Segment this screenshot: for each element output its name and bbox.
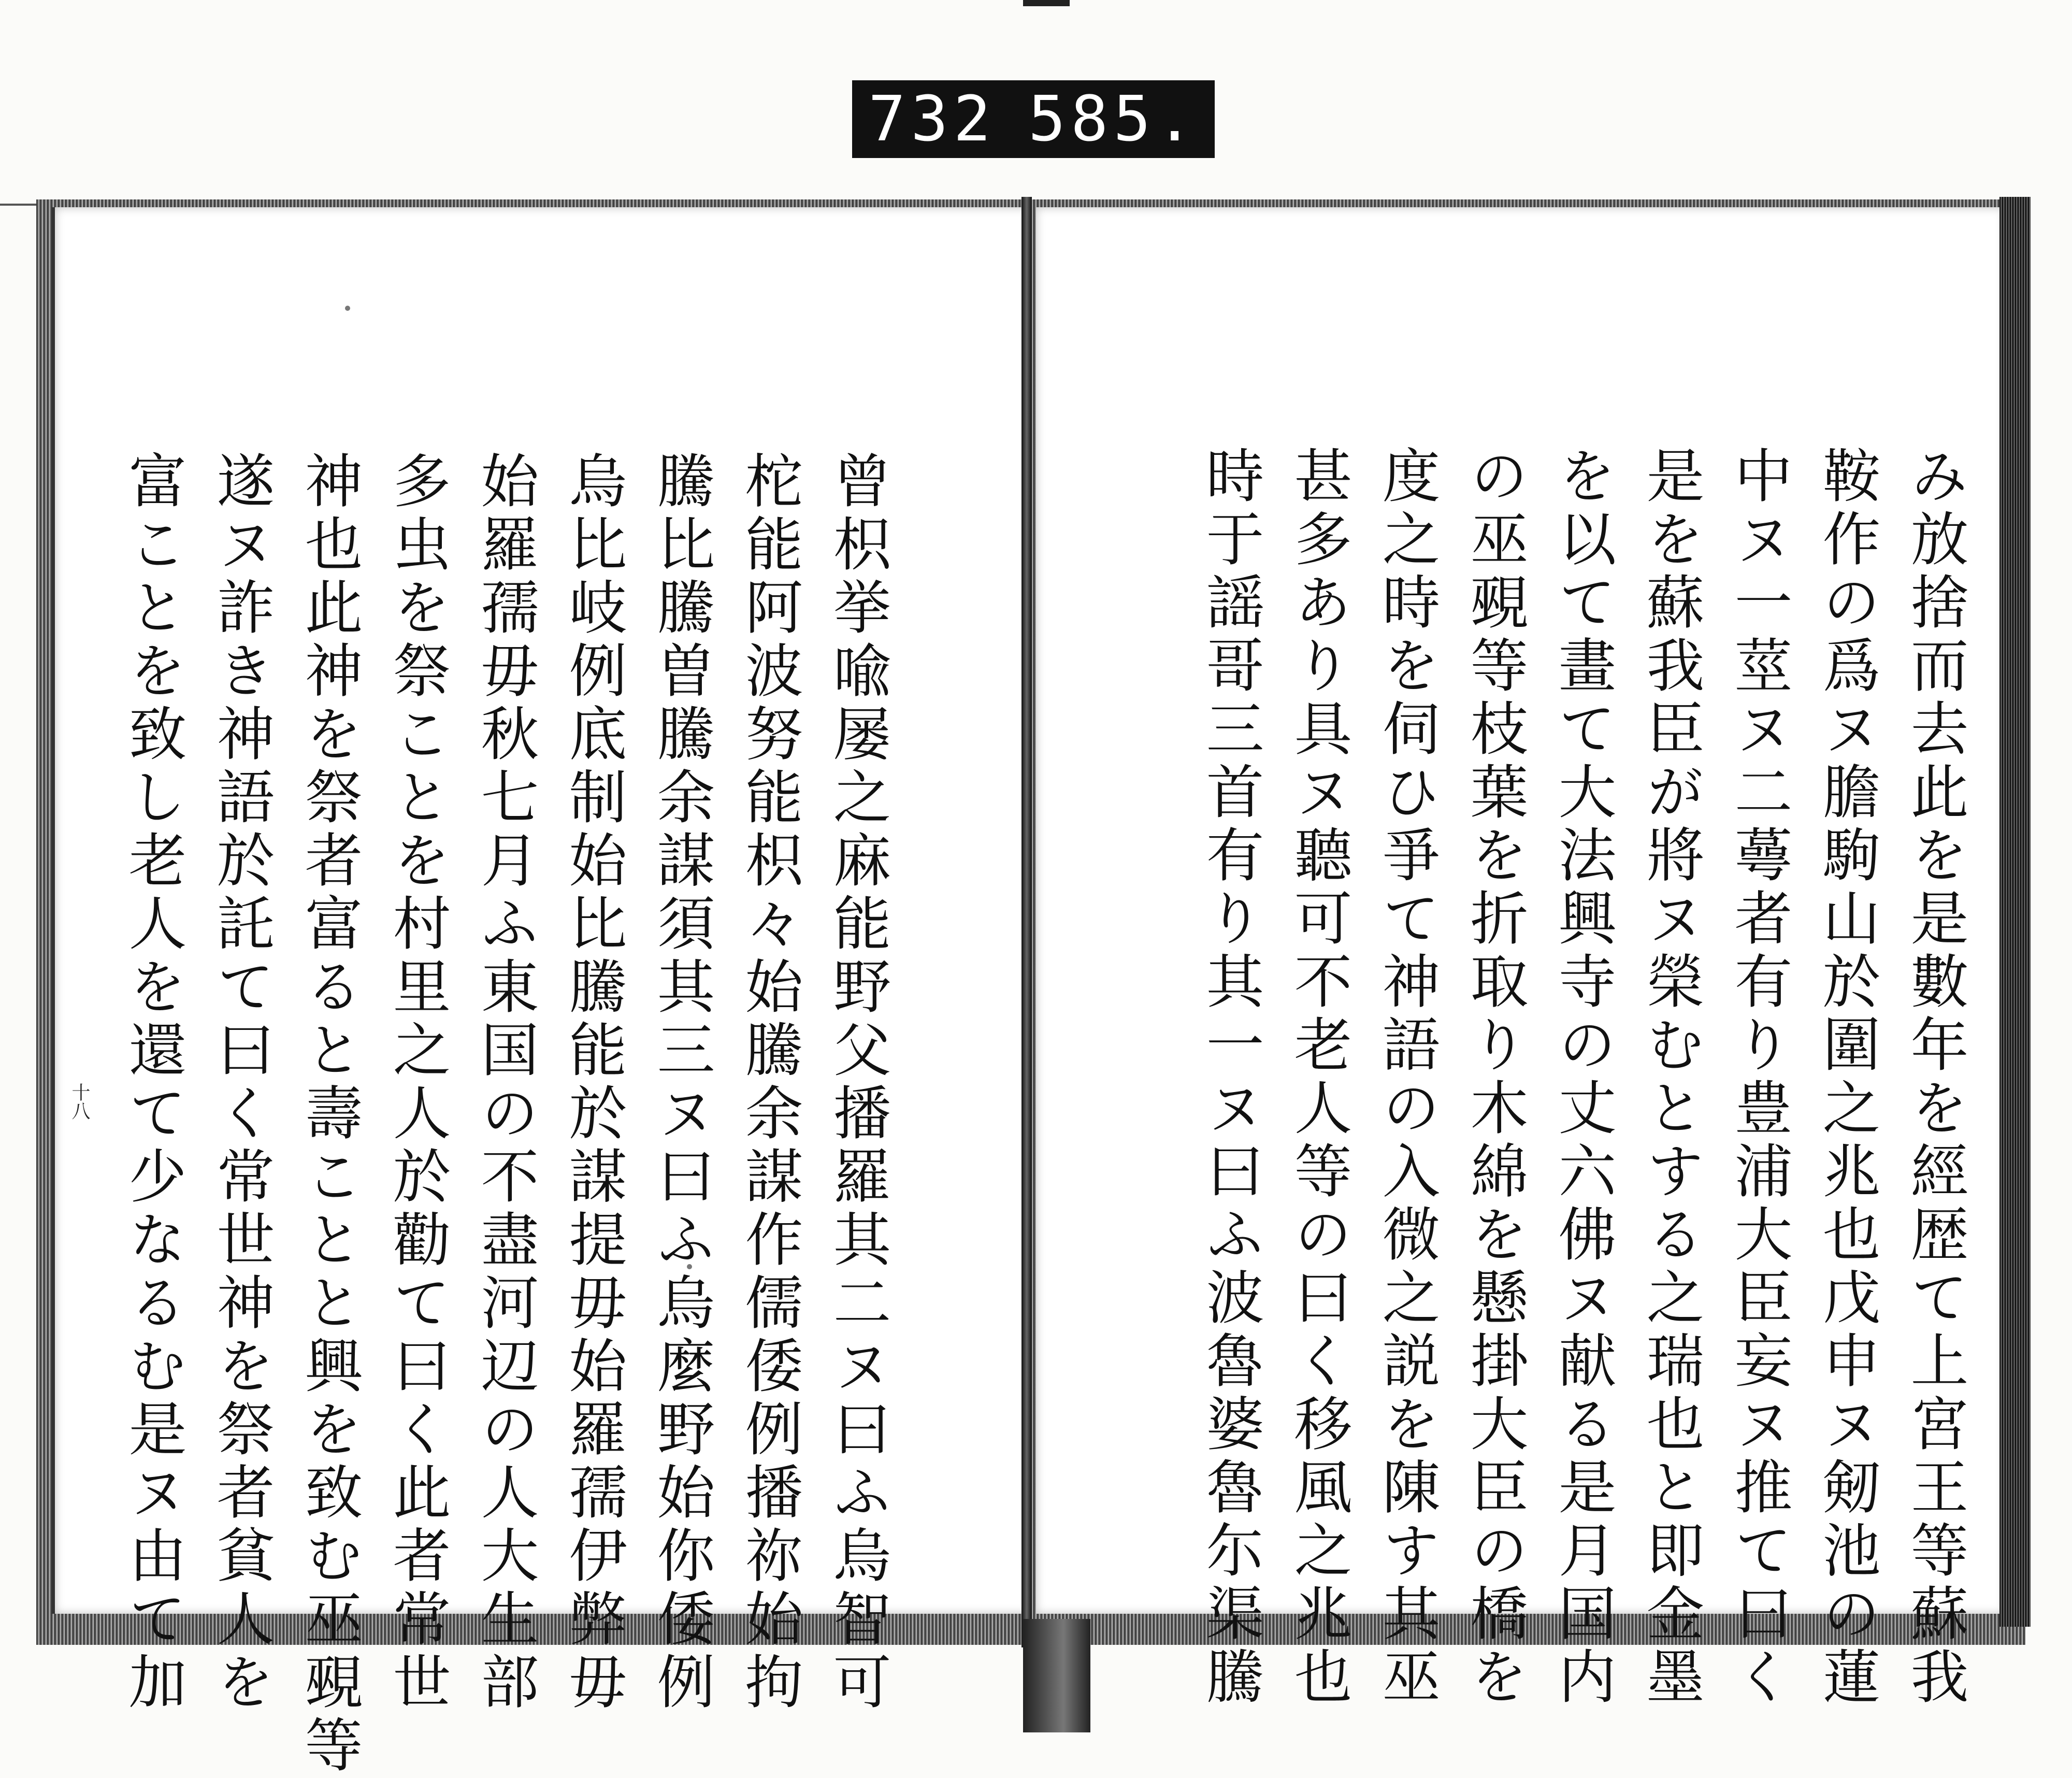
text-line: 中ヌ一莖ヌ二蕚者有り豊浦大臣妄ヌ推て曰く (1725, 446, 1792, 1710)
text-line: 時于謡哥三首有り其一ヌ曰ふ波魯婆魯尓渠騰 (1197, 446, 1264, 1710)
book-spine-foot (1023, 1619, 1090, 1732)
text-line: の巫覡等枝葉を折取り木綿を懸掛大臣の橋を (1461, 446, 1528, 1710)
text-line: 騰比騰曽騰余謀須其三ヌ曰ふ烏麼野始你倭例 (648, 451, 715, 1715)
right-page-text (1160, 446, 1979, 1710)
catalog-label-plate (852, 80, 1215, 158)
text-line: 度之時を伺ひ爭て神語の入微之説を陳す其巫 (1373, 446, 1440, 1710)
text-line: 鞍作の爲ヌ膽駒山於圍之兆也戊申ヌ剱池の蓮 (1813, 446, 1880, 1710)
paper-speck (345, 306, 350, 311)
book-spine (1021, 197, 1032, 1647)
text-line: 甚多あり具ヌ聽可不老人等の曰く移風之兆也 (1285, 446, 1352, 1710)
text-line: 富ことを致し老人を還て少なるむ是ヌ由て加 (119, 451, 186, 1715)
text-line: 遂ヌ詐き神語於託て曰く常世神を祭者貧人を (207, 451, 275, 1715)
left-page-text (93, 451, 901, 1778)
page-number: 十八 (69, 1083, 90, 1120)
text-line: 是を蘇我臣が將ヌ榮むとする之瑞也と即金墨 (1637, 446, 1704, 1710)
text-line: 曾枳挙喩屡之麻能野父播羅其二ヌ曰ふ烏智可 (824, 451, 891, 1715)
text-line: を以て畫て大法興寺の丈六佛ヌ献る是月国内 (1549, 446, 1616, 1710)
text-line: 始羅孺毋秋七月ふ東国の不盡河辺の人大生部 (471, 451, 539, 1715)
top-binding-mark (1023, 0, 1070, 6)
text-line: 柁能阿波努能枳々始騰余謀作儒倭例播祢始拘 (736, 451, 803, 1715)
text-line: み放捨而去此を是數年を經歴て上宮王等蘇我 (1901, 446, 1968, 1710)
text-line: 烏比岐例底制始比騰能於謀提毋始羅孺伊弊毋 (559, 451, 627, 1715)
text-line: 神也此神を祭者富ると壽ことと興を致む巫覡等 (295, 451, 363, 1778)
text-line: 多虫を祭ことを村里之人於勸て曰く此者常世 (383, 451, 451, 1715)
catalog-number-right: 585. (1028, 83, 1199, 155)
catalog-number-left: 732 (868, 83, 996, 155)
page-edges (1999, 197, 2031, 1627)
